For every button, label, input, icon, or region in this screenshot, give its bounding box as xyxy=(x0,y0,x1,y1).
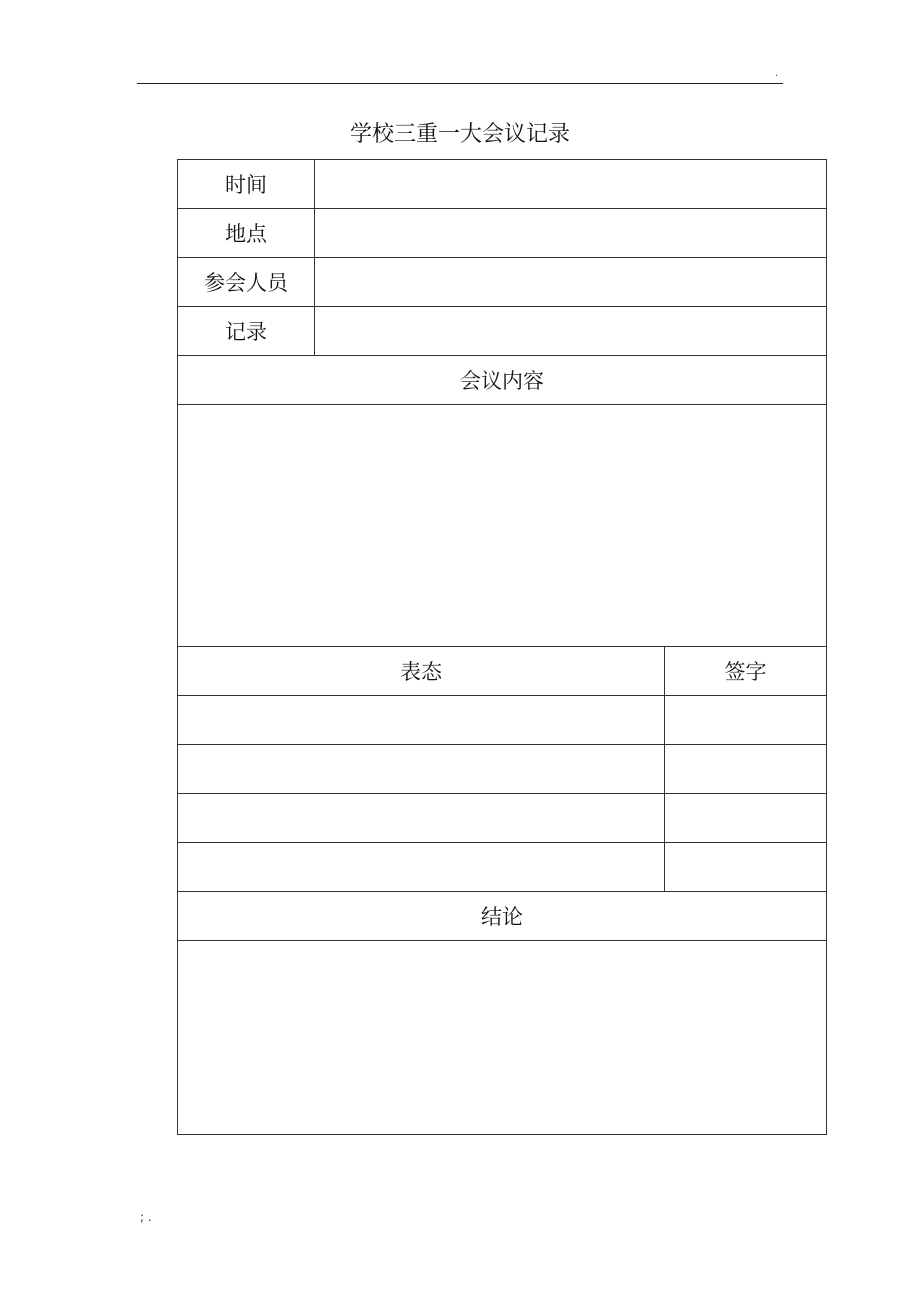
header-rule xyxy=(137,83,783,84)
row-location xyxy=(178,209,827,258)
location-label: 地点 xyxy=(178,209,315,258)
attendees-label: 参会人员 xyxy=(178,258,315,307)
opinion-cell[interactable] xyxy=(178,843,665,892)
row-attendees xyxy=(178,258,827,307)
opinion-row xyxy=(178,794,827,843)
opinion-row xyxy=(178,843,827,892)
conclusion-heading: 结论 xyxy=(178,892,827,941)
opinion-cell[interactable] xyxy=(178,745,665,794)
row-conclusion-heading xyxy=(178,892,827,941)
opinion-heading: 表态 xyxy=(178,647,665,696)
signature-cell[interactable] xyxy=(665,745,827,794)
content-body-cell[interactable] xyxy=(178,405,827,647)
row-recorder xyxy=(178,307,827,356)
content-heading: 会议内容 xyxy=(178,356,827,405)
row-opinion-heading xyxy=(178,647,827,696)
row-content-heading xyxy=(178,356,827,405)
row-conclusion-body xyxy=(178,941,827,1135)
location-value-cell[interactable] xyxy=(315,209,827,258)
opinion-cell[interactable] xyxy=(178,696,665,745)
row-time xyxy=(178,160,827,209)
recorder-label: 记录 xyxy=(178,307,315,356)
header-mark: . xyxy=(775,68,779,79)
signature-cell[interactable] xyxy=(665,696,827,745)
opinion-row xyxy=(178,745,827,794)
opinion-row xyxy=(178,696,827,745)
opinion-cell[interactable] xyxy=(178,794,665,843)
signature-cell[interactable] xyxy=(665,794,827,843)
time-value-cell[interactable] xyxy=(315,160,827,209)
signature-cell[interactable] xyxy=(665,843,827,892)
conclusion-body-cell[interactable] xyxy=(178,941,827,1135)
signature-heading: 签字 xyxy=(665,647,827,696)
meeting-record-table xyxy=(177,159,827,1135)
time-label: 时间 xyxy=(178,160,315,209)
attendees-value-cell[interactable] xyxy=(315,258,827,307)
row-content-body xyxy=(178,405,827,647)
footer-mark: ; . xyxy=(140,1210,152,1224)
document-title: 学校三重一大会议记录 xyxy=(349,122,570,147)
recorder-value-cell[interactable] xyxy=(315,307,827,356)
